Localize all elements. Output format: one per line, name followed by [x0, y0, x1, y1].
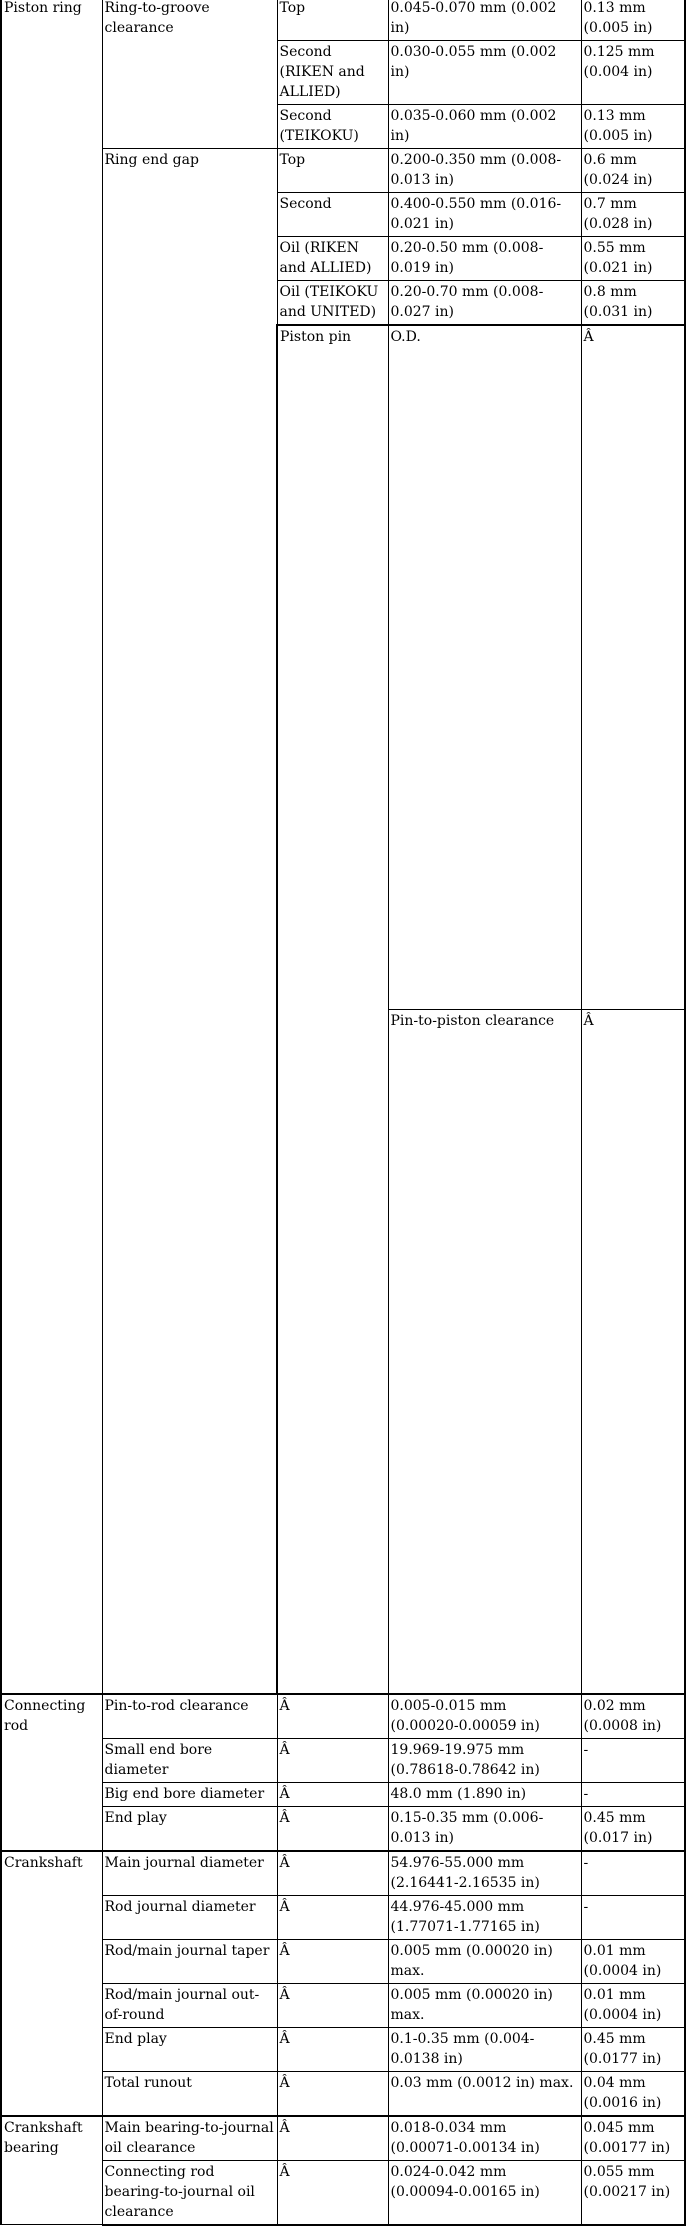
table-cell-c3: Oil (RIKEN and ALLIED) [277, 237, 388, 281]
table-row [1, 2071, 685, 2116]
table-cell-c5: - [581, 1782, 685, 1806]
table-cell-c3: Top [277, 149, 388, 193]
table-cell-c4: 0.400-0.550 mm (0.016-0.021 in) [388, 193, 581, 237]
table-cell-c1: Piston ring [1, 0, 102, 1694]
table-cell-c4: 0.03 mm (0.0012 in) max. [388, 2071, 581, 2116]
table-cell-c2: Rod/main journal out-of-round [102, 1983, 277, 2027]
table-cell-c4: 0.005-0.015 mm (0.00020-0.00059 in) [388, 1694, 581, 1739]
table-row [1, 1738, 685, 1782]
table-row [1, 2116, 685, 2161]
table-cell-c4: 0.024-0.042 mm (0.00094-0.00165 in) [388, 2160, 581, 2225]
table-cell-c2: Rod journal diameter [102, 1895, 277, 1939]
table-cell-c5: 0.125 mm (0.004 in) [581, 41, 685, 105]
table-cell-c2: Main journal diameter [102, 1851, 277, 1896]
table-cell-c2: Small end bore diameter [102, 1738, 277, 1782]
table-cell-c4: 0.018-0.034 mm (0.00071-0.00134 in) [388, 2116, 581, 2161]
table-cell-c1: Piston pin [277, 325, 388, 1694]
table-cell-c2: Connecting rod bearing-to-journal oil clearance [102, 2160, 277, 2225]
table-cell-c3: Â [277, 1939, 388, 1983]
table-cell-c5: 0.04 mm (0.0016 in) [581, 2071, 685, 2116]
table-cell-c5: 0.45 mm (0.017 in) [581, 1806, 685, 1851]
table-row [1, 2027, 685, 2071]
table-cell-c2: Total runout [102, 2071, 277, 2116]
table-cell-c5: 0.13 mm (0.005 in) [581, 0, 685, 41]
table-cell-c5: 0.02 mm (0.0008 in) [581, 1694, 685, 1739]
table-cell-c4: 44.976-45.000 mm (1.77071-1.77165 in) [388, 1895, 581, 1939]
table-cell-c3: Â [277, 1694, 388, 1739]
table-cell-c3: Â [581, 1010, 685, 1694]
table-cell-c2: Big end bore diameter [102, 1782, 277, 1806]
table-cell-c3: Second (RIKEN and ALLIED) [277, 41, 388, 105]
table-cell-c3: Second [277, 193, 388, 237]
table-cell-c4: 0.15-0.35 mm (0.006-0.013 in) [388, 1806, 581, 1851]
table-row [1, 1851, 685, 1896]
table-cell-c5: 0.055 mm (0.00217 in) [581, 2160, 685, 2225]
table-cell-c5: 0.45 mm (0.0177 in) [581, 2027, 685, 2071]
table-row [1, 2160, 685, 2225]
table-cell-c5: 0.13 mm (0.005 in) [581, 105, 685, 149]
table-cell-c3: Â [277, 1983, 388, 2027]
table-row [1, 0, 685, 41]
table-row [1, 1895, 685, 1939]
table-cell-c3: Â [277, 2027, 388, 2071]
table-cell-c2: O.D. [388, 325, 581, 1010]
table-cell-c3: Second (TEIKOKU) [277, 105, 388, 149]
table-cell-c2: Rod/main journal taper [102, 1939, 277, 1983]
table-cell-c2: Ring end gap [102, 149, 277, 1694]
table-cell-c3: Â [277, 1851, 388, 1896]
table-cell-c4: 19.969-19.975 mm (0.78618-0.78642 in) [388, 1738, 581, 1782]
specifications-table-body [1, 0, 685, 2225]
table-cell-c5: - [581, 1851, 685, 1896]
table-cell-c4: 0.005 mm (0.00020 in) max. [388, 1983, 581, 2027]
table-cell-c2: End play [102, 1806, 277, 1851]
table-cell-c1: Crankshaft [1, 1851, 102, 2116]
table-cell-c5: 0.8 mm (0.031 in) [581, 281, 685, 326]
table-cell-c4: 0.030-0.055 mm (0.002 in) [388, 41, 581, 105]
table-cell-c4: 0.005 mm (0.00020 in) max. [388, 1939, 581, 1983]
table-cell-c4: 0.20-0.70 mm (0.008-0.027 in) [388, 281, 581, 326]
table-cell-c5: - [581, 1895, 685, 1939]
table-cell-c5: 0.01 mm (0.0004 in) [581, 1983, 685, 2027]
table-cell-c3: Oil (TEIKOKU and UNITED) [277, 281, 388, 326]
table-cell-c2: Main bearing-to-journal oil clearance [102, 2116, 277, 2161]
table-cell-c4: 0.045-0.070 mm (0.002 in) [388, 0, 581, 41]
table-cell-c3: Â [277, 1895, 388, 1939]
table-cell-c3: Â [277, 2116, 388, 2161]
table-cell-c5: 0.7 mm (0.028 in) [581, 193, 685, 237]
table-cell-c1: Connecting rod [1, 1694, 102, 1851]
table-cell-c4: 0.1-0.35 mm (0.004-0.0138 in) [388, 2027, 581, 2071]
table-cell-c2: Pin-to-piston clearance [388, 1010, 581, 1694]
table-cell-c2: Ring-to-groove clearance [102, 0, 277, 149]
table-cell-c2: Pin-to-rod clearance [102, 1694, 277, 1739]
table-cell-c3: Â [581, 325, 685, 1010]
table-cell-c3: Â [277, 2071, 388, 2116]
table-cell-c5: - [581, 1738, 685, 1782]
table-cell-c3: Â [277, 1806, 388, 1851]
table-row [1, 1782, 685, 1806]
table-cell-c4: 48.0 mm (1.890 in) [388, 1782, 581, 1806]
table-row [1, 1939, 685, 1983]
table-cell-c5: 0.01 mm (0.0004 in) [581, 1939, 685, 1983]
table-cell-c4: 54.976-55.000 mm (2.16441-2.16535 in) [388, 1851, 581, 1896]
table-cell-c3: Â [277, 1738, 388, 1782]
table-cell-c3: Â [277, 1782, 388, 1806]
table-cell-c4: 0.200-0.350 mm (0.008-0.013 in) [388, 149, 581, 193]
table-row [1, 1806, 685, 1851]
table-cell-c5: 0.55 mm (0.021 in) [581, 237, 685, 281]
table-cell-c5: 0.6 mm (0.024 in) [581, 149, 685, 193]
table-row [1, 1983, 685, 2027]
table-cell-c3: Top [277, 0, 388, 41]
table-cell-c5: 0.045 mm (0.00177 in) [581, 2116, 685, 2161]
table-cell-c2: End play [102, 2027, 277, 2071]
table-cell-c3: Â [277, 2160, 388, 2225]
table-cell-c4: 0.035-0.060 mm (0.002 in) [388, 105, 581, 149]
table-cell-c1: Crankshaft bearing [1, 2116, 102, 2225]
table-cell-c4: 0.20-0.50 mm (0.008-0.019 in) [388, 237, 581, 281]
table-row [1, 1694, 685, 1739]
table-row [1, 149, 685, 193]
